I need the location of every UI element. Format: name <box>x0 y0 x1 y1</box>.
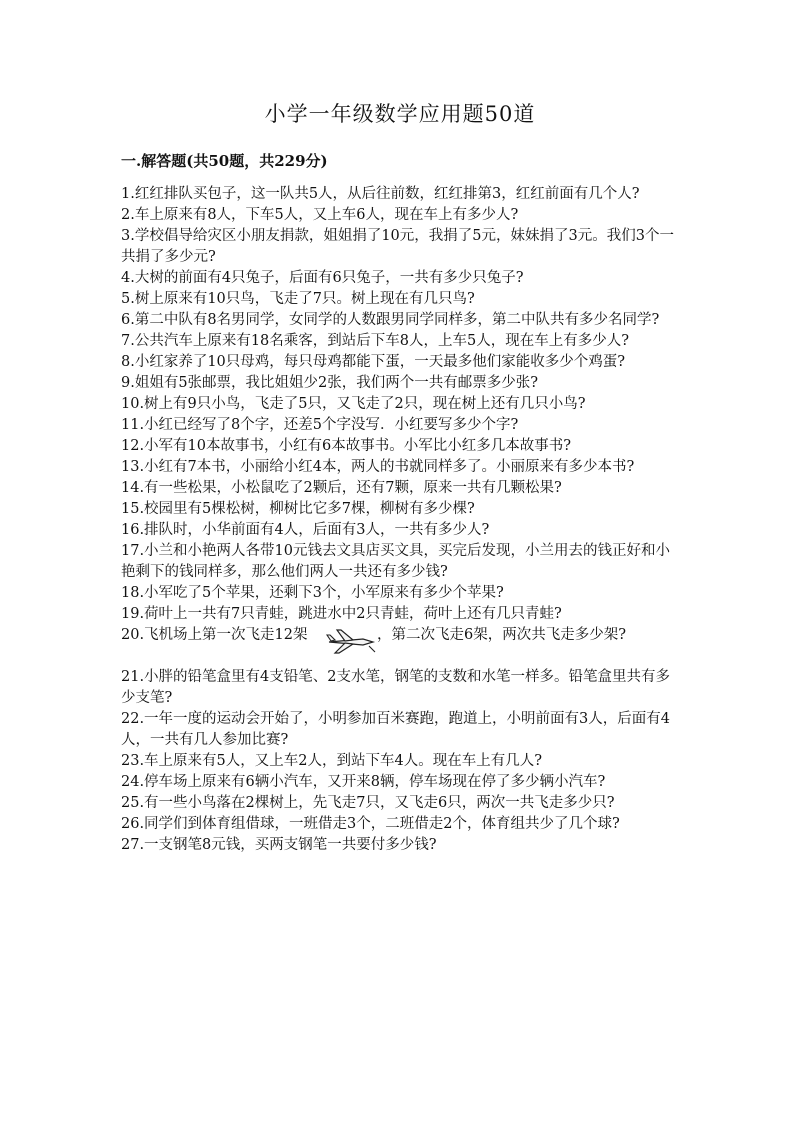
question-23: 23.车上原来有5人，又上车2人，到站下车4人。现在车上有几人? <box>121 753 543 769</box>
question-5: 5.树上原来有10只鸟，飞走了7只。树上现在有几只鸟? <box>121 291 475 307</box>
question-9: 9.姐姐有5张邮票，我比姐姐少2张，我们两个一共有邮票多少张? <box>121 375 539 391</box>
question-8: 8.小红家养了10只母鸡，每只母鸡都能下蛋，一天最多他们家能收多少个鸡蛋? <box>121 354 626 370</box>
question-19: 19.荷叶上一共有7只青蛙，跳进水中2只青蛙，荷叶上还有几只青蛙? <box>121 606 562 622</box>
question-21: 21.小胖的铅笔盒里有4支铅笔、2支水笔，钢笔的支数和水笔一样多。铅笔盒里共有多少支笔? <box>121 669 671 706</box>
page-title: 小学一年级数学应用题50道 <box>264 102 536 126</box>
question-20-part-1: 20.飞机场上第一次飞走12架 <box>121 627 308 643</box>
question-25: 25.有一些小鸟落在2棵树上，先飞走7只，又飞走6只，两次一共飞走多少只? <box>121 795 615 811</box>
question-7: 7.公共汽车上原来有18名乘客，到站后下车8人，上车5人，现在车上有多少人? <box>121 333 630 349</box>
question-24: 24.停车场上原来有6辆小汽车，又开来8辆，停车场现在停了多少辆小汽车? <box>121 774 606 790</box>
airplane-icon <box>325 625 377 655</box>
question-11: 11.小红已经写了8个字，还差5个字没写．小红要写多少个字? <box>121 417 519 433</box>
section-heading: 一.解答题(共50题，共229分) <box>121 152 328 170</box>
question-12: 12.小军有10本故事书，小红有6本故事书。小军比小红多几本故事书? <box>121 438 572 454</box>
question-20 <box>121 625 677 667</box>
question-16: 16.排队时，小华前面有4人，后面有3人，一共有多少人? <box>121 522 490 538</box>
question-6: 6.第二中队有8名男同学，女同学的人数跟男同学同样多，第二中队共有多少名同学? <box>121 312 660 328</box>
question-14: 14.有一些松果，小松鼠吃了2颗后，还有7颗，原来一共有几颗松果? <box>121 480 562 496</box>
question-3: 3.学校倡导给灾区小朋友捐款，姐姐捐了10元，我捐了5元，妹妹捐了3元。我们3个一共捐了多少元? <box>121 228 674 265</box>
question-2: 2.车上原来有8人，下车5人，又上车6人，现在车上有多少人? <box>121 207 519 223</box>
question-15: 15.校园里有5棵松树，柳树比它多7棵，柳树有多少棵? <box>121 501 475 517</box>
question-list <box>121 184 677 856</box>
question-22: 22.一年一度的运动会开始了，小明参加百米赛跑，跑道上，小明前面有3人，后面有4人，一共有几人参加比赛? <box>121 711 671 748</box>
question-27: 27.一支钢笔8元钱，买两支钢笔一共要付多少钱? <box>121 837 437 853</box>
question-26: 26.同学们到体育组借球，一班借走3个，二班借走2个，体育组共少了几个球? <box>121 816 620 832</box>
question-20-part-2: ，第二次飞走6架，两次共飞走多少架? <box>377 627 626 643</box>
question-17: 17.小兰和小艳两人各带10元钱去文具店买文具，买完后发现，小兰用去的钱正好和小艳剩下的钱同样多，那么他们两人一共还有多少钱? <box>121 543 671 580</box>
question-10: 10.树上有9只小鸟，飞走了5只，又飞走了2只，现在树上还有几只小鸟? <box>121 396 586 412</box>
question-13: 13.小红有7本书，小丽给小红4本，两人的书就同样多了。小丽原来有多少本书? <box>121 459 635 475</box>
question-4: 4.大树的前面有4只兔子，后面有6只兔子，一共有多少只兔子? <box>121 270 524 286</box>
question-1: 1.红红排队买包子，这一队共5人，从后往前数，红红排第3，红红前面有几个人? <box>121 186 640 202</box>
question-18: 18.小军吃了5个苹果，还剩下3个，小军原来有多少个苹果? <box>121 585 504 601</box>
